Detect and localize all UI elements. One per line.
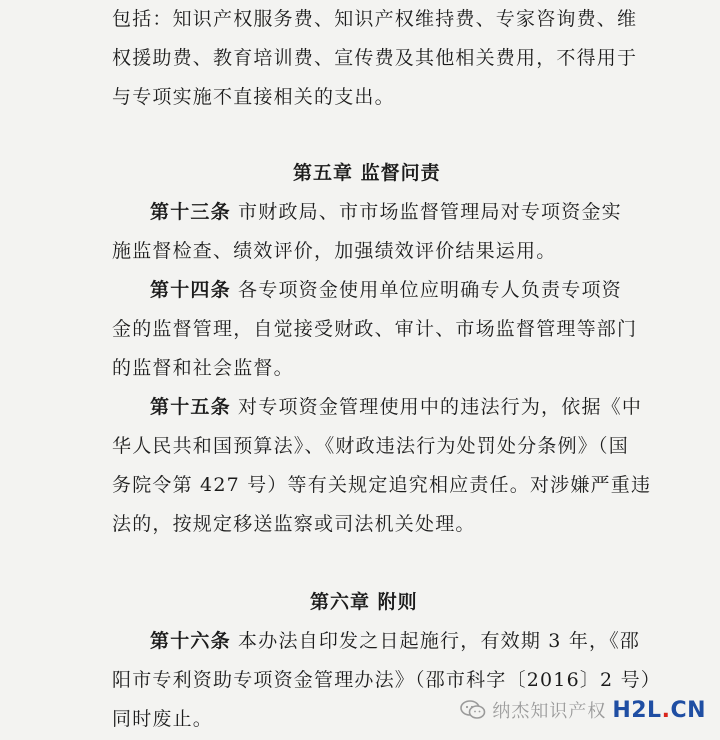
article-13-label: 第十三条 bbox=[150, 201, 231, 223]
watermark-brand-cn: CN bbox=[670, 697, 706, 723]
article-16-line-1 bbox=[150, 628, 720, 654]
article-14-text-1: 各专项资金使用单位应明确专人负责专项资 bbox=[230, 279, 622, 301]
watermark-brand-h2l: H2L bbox=[612, 697, 662, 723]
article-14-line-2: 金的监督管理，自觉接受财政、审计、市场监督管理等部门 bbox=[112, 318, 638, 340]
article-14-line-3: 的监督和社会监督。 bbox=[112, 357, 294, 379]
article-15-line-1 bbox=[150, 394, 720, 420]
article-13-text-1: 市财政局、市市场监督管理局对专项资金实 bbox=[230, 201, 622, 223]
watermark-brand bbox=[612, 698, 706, 723]
watermark bbox=[460, 690, 706, 730]
article-14-line-1 bbox=[150, 277, 720, 303]
article-16-label: 第十六条 bbox=[150, 630, 231, 652]
intro-line-3: 与专项实施不直接相关的支出。 bbox=[112, 86, 395, 108]
article-16-line-3: 同时废止。 bbox=[112, 708, 214, 730]
wechat-icon bbox=[460, 699, 486, 721]
article-13-line-1 bbox=[150, 199, 720, 225]
intro-line-1: 包括：知识产权服务费、知识产权维持费、专家咨询费、维 bbox=[112, 8, 638, 30]
watermark-brand-dot: . bbox=[661, 697, 671, 723]
watermark-account-name: 纳杰知识产权 bbox=[492, 701, 607, 722]
article-16-line-2: 阳市专利资助专项资金管理办法》（邵市科字〔2016〕2 号） bbox=[112, 669, 661, 691]
article-15-label: 第十五条 bbox=[150, 396, 231, 418]
intro-line-2: 权援助费、教育培训费、宣传费及其他相关费用，不得用于 bbox=[112, 47, 638, 69]
article-15-line-4: 法的，按规定移送监察或司法机关处理。 bbox=[112, 513, 476, 535]
article-15-text-1: 对专项资金管理使用中的违法行为，依据《中 bbox=[230, 396, 643, 418]
article-15-line-2: 华人民共和国预算法》、《财政违法行为处罚处分条例》（国 bbox=[112, 435, 629, 457]
article-13-line-2: 施监督检查、绩效评价，加强绩效评价结果运用。 bbox=[112, 240, 557, 262]
chapter-5-heading: 第五章 监督问责 bbox=[293, 162, 441, 184]
article-14-label: 第十四条 bbox=[150, 279, 231, 301]
article-16-text-1: 本办法自印发之日起施行，有效期 3 年，《邵 bbox=[230, 630, 641, 652]
article-15-line-3: 务院令第 427 号）等有关规定追究相应责任。对涉嫌严重违 bbox=[112, 474, 652, 496]
chapter-6-heading: 第六章 附则 bbox=[310, 591, 418, 613]
